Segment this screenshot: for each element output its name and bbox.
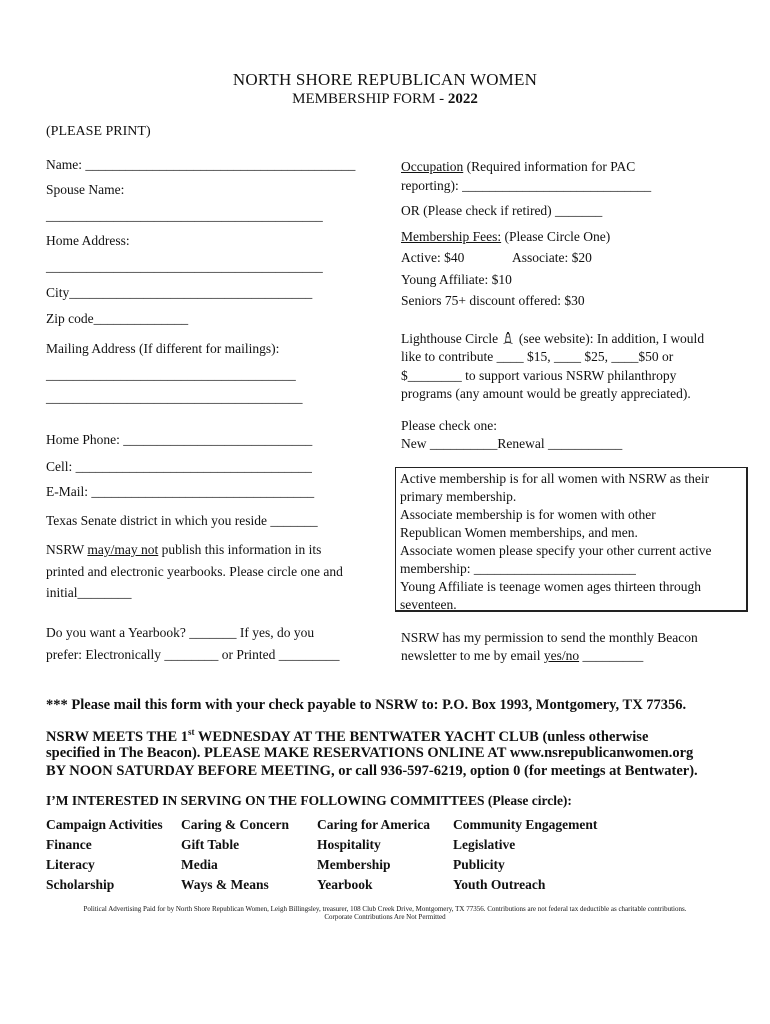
committee-option[interactable]: Youth Outreach [453,877,546,892]
committee-option[interactable]: Gift Table [181,837,240,852]
committee-option[interactable]: Scholarship [46,877,115,892]
committee-option[interactable]: Publicity [453,857,505,872]
fee-young-affiliate[interactable]: Young Affiliate: $10 [401,272,512,287]
lighthouse-note: programs (any amount would be greatly appreciated). [401,386,691,401]
committee-option[interactable]: Media [181,857,218,872]
may-may-not-choice[interactable]: may/may not [87,542,159,557]
spouse-name-field[interactable]: _________________________________________ [46,208,323,223]
committee-option[interactable]: Campaign Activities [46,817,163,832]
fee-associate[interactable]: Associate: $20 [512,250,592,265]
beacon-yes-no-choice[interactable]: yes/no [543,648,580,663]
form-title: NORTH SHORE REPUBLICAN WOMEN [232,70,538,89]
committee-option[interactable]: Legislative [453,837,516,852]
committee-option[interactable]: Literacy [46,857,95,872]
lighthouse-custom-amount[interactable]: $________ to support various NSRW philanthropy [401,368,677,383]
spouse-name-label: Spouse Name: [46,182,125,197]
committee-option[interactable]: Yearbook [317,877,373,892]
membership-info-box [395,467,748,612]
fee-active[interactable]: Active: $40 [401,250,465,265]
info-line: Young Affiliate is teenage women ages thirteen through [400,579,701,594]
fee-seniors[interactable]: Seniors 75+ discount offered: $30 [401,293,585,308]
mail-instructions: *** Please mail this form with your check payable to NSRW to: P.O. Box 1993, Montgomery, TX 77356. [46,697,687,713]
home-phone-field[interactable]: Home Phone: ____________________________ [46,432,313,447]
lighthouse-contribution-options[interactable]: like to contribute ____ $15, ____ $25, ____$50 or [401,349,674,364]
other-membership-field[interactable]: membership: ________________________ [400,561,636,576]
committee-option[interactable]: Caring for America [317,817,430,832]
name-field[interactable]: Name: ________________________________________ [46,157,356,172]
committee-option[interactable]: Ways & Means [181,877,269,892]
info-line: Associate membership is for women with other [400,507,656,522]
yearbook-format-field[interactable]: prefer: Electronically ________ or Printed _________ [46,647,340,662]
home-address-label: Home Address: [46,233,130,248]
info-line: Republican Women memberships, and men. [400,525,638,540]
check-one-label: Please check one: [401,418,497,433]
mailing-address-field-1[interactable]: _____________________________________ [46,367,296,382]
committee-option[interactable]: Hospitality [317,837,381,852]
corporate-contributions-note: Corporate Contributions Are Not Permitted [324,913,446,921]
lighthouse-circle-line1: Lighthouse Circle (see website): In addition, I would [401,331,705,346]
meeting-info-line3: BY NOON SATURDAY BEFORE MEETING, or call 936-597-6219, option 0 (for meetings at Bentwater). [46,763,698,779]
info-line: Active membership is for all women with NSRW as their [400,471,710,486]
committees-heading: I’M INTERESTED IN SERVING ON THE FOLLOWING COMMITTEES (Please circle): [46,793,572,808]
beacon-permission-line1: NSRW has my permission to send the monthly Beacon [401,630,698,645]
committee-option[interactable]: Community Engagement [453,817,598,832]
new-renewal-field[interactable]: New __________Renewal ___________ [401,436,623,451]
publish-initial-field[interactable]: initial________ [46,585,132,600]
info-line: Associate women please specify your other current active [400,543,712,558]
form-year: 2022 [447,91,478,107]
info-line: primary membership. [400,489,517,504]
occupation-field[interactable]: reporting): ____________________________ [401,178,652,193]
city-field[interactable]: City____________________________________ [46,285,313,300]
beacon-permission-line2: newsletter to me by email yes/no _________ [401,648,644,663]
political-ad-disclaimer: Political Advertising Paid for by North Shore Republican Women, Leigh Billingsley, treasurer, 108 Club Creek Drive, Montgomery, TX 77356. Contributions are not federal tax deductible as charitable contributions. [83,905,687,913]
lighthouse-icon [503,331,513,345]
meeting-info-line1: NSRW MEETS THE 1st WEDNESDAY AT THE BENTWATER YACHT CLUB (unless otherwise [46,727,649,745]
membership-fees-label: Membership Fees: (Please Circle One) [401,229,611,244]
info-line: seventeen. [400,597,457,612]
please-print-note: (PLEASE PRINT) [46,124,151,139]
mailing-address-label: Mailing Address (If different for mailings): [46,341,280,356]
retired-checkbox-field[interactable]: OR (Please check if retired) _______ [401,203,603,218]
committee-option[interactable]: Membership [317,857,391,872]
home-address-field[interactable]: _________________________________________ [46,259,323,274]
zip-code-field[interactable]: Zip code______________ [46,311,189,326]
cell-field[interactable]: Cell: ___________________________________ [46,459,312,474]
meeting-info-line2: specified in The Beacon). PLEASE MAKE RESERVATIONS ONLINE AT www.nsrepublicanwomen.org [46,745,694,761]
senate-district-field[interactable]: Texas Senate district in which you reside _______ [46,513,318,528]
publish-permission-text: NSRW may/may not publish this information in its [46,542,322,557]
committee-option[interactable]: Finance [46,837,92,852]
mailing-address-field-2[interactable]: ______________________________________ [46,390,303,405]
form-subtitle: MEMBERSHIP FORM - 2022 [292,91,478,107]
yearbook-question[interactable]: Do you want a Yearbook? _______ If yes, do you [46,625,315,640]
committee-option[interactable]: Caring & Concern [181,817,289,832]
publish-permission-line2: printed and electronic yearbooks. Please circle one and [46,564,343,579]
email-field[interactable]: E-Mail: _________________________________ [46,484,315,499]
occupation-label: Occupation (Required information for PAC [401,159,636,174]
